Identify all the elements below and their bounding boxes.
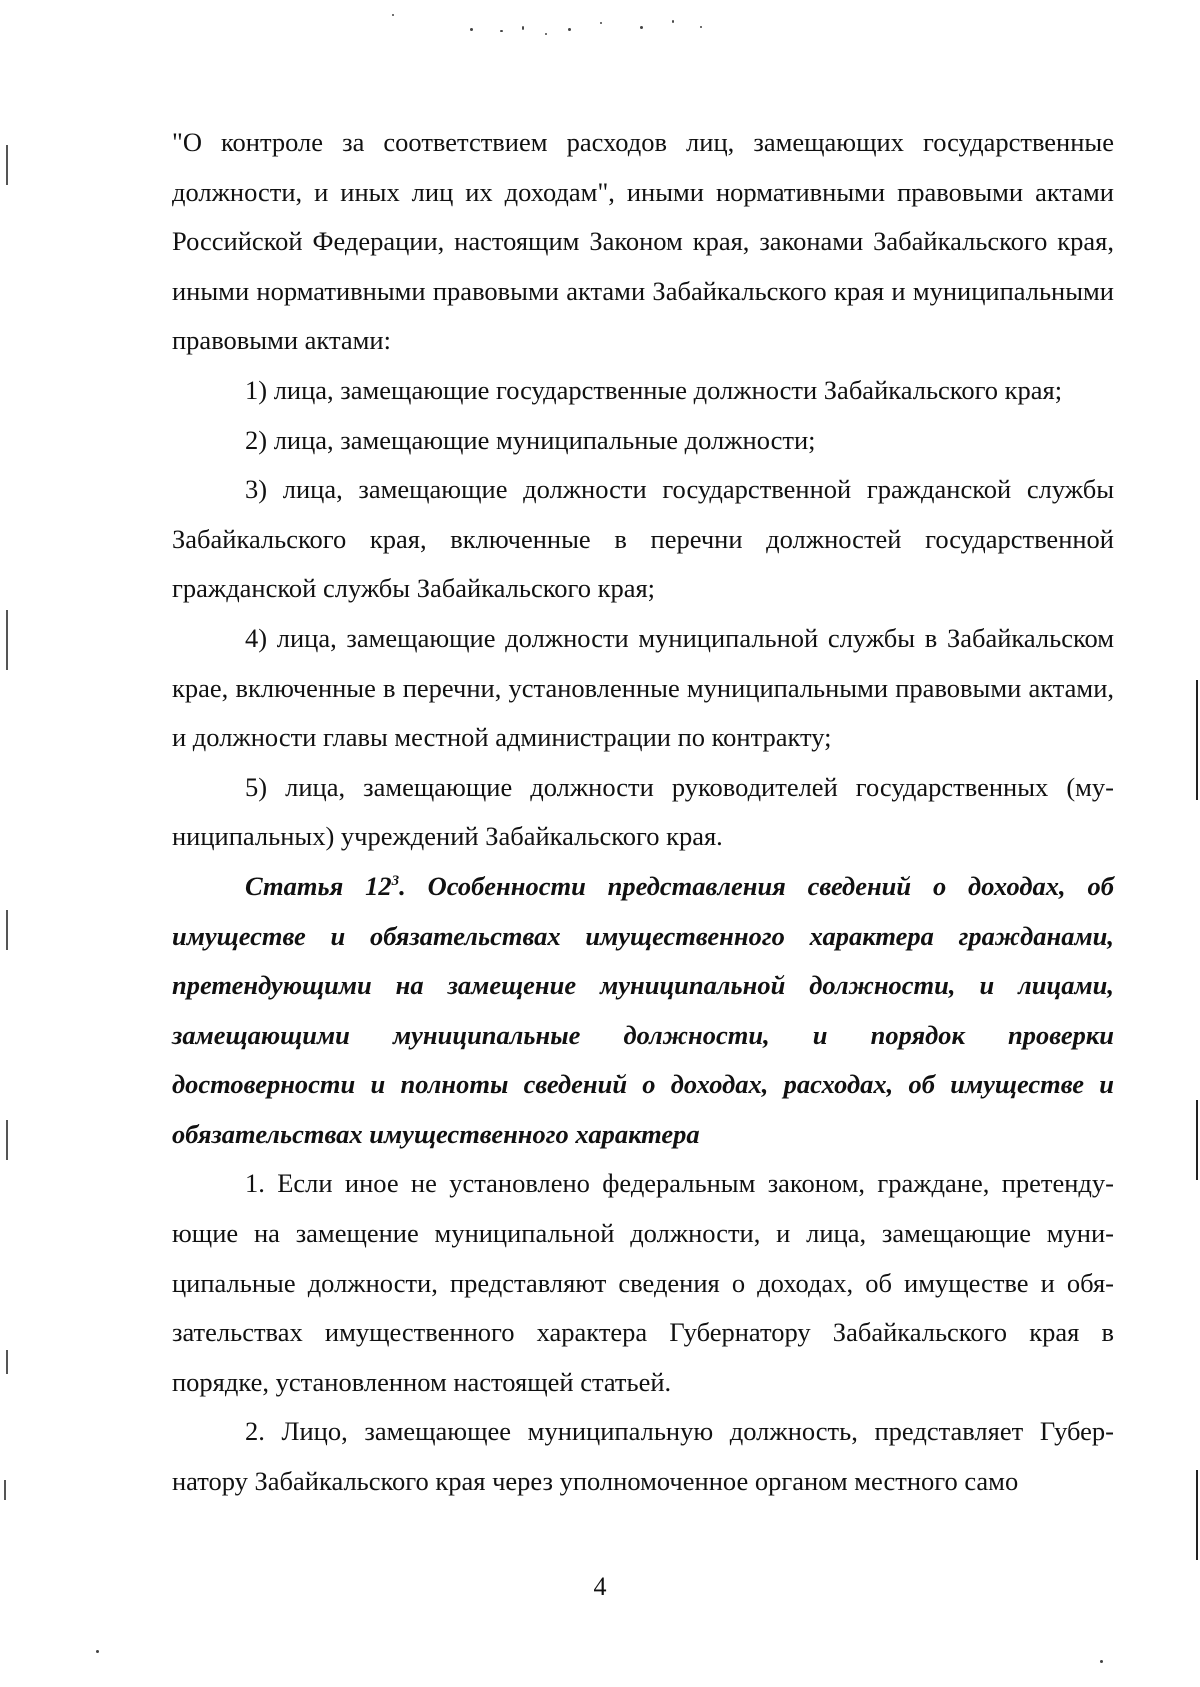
article-heading-prefix: Статья 12 (245, 870, 392, 901)
article-paragraph-1: 1. Если иное не установлено федеральным законом, граждане, претендующие на замещение муниципальной должности, и лица, замещающие муниципальные должности, представляют сведения о доходах, об имуществе и обязательствах имущественного характера Губернатору Забайкальского края в порядке, установленном настоящей статьей. (172, 1168, 1114, 1397)
paragraph-continuation: "О контроле за соответствием расходов лиц, замещающих государственные должности, и иных лиц их доходам", иными нормативными правовыми актами Российской Федерации, настоящим Законом края, законами Забайкальского края, иными нормативными правовыми актами Забайкальского края и муниципальными правовыми актами: (172, 127, 1114, 356)
document-body (172, 118, 1114, 1507)
list-item-1: 1) лица, замещающие государственные должности Забайкальского края; (245, 374, 1063, 405)
list-item-2: 2) лица, замещающие муниципальные должности; (245, 424, 816, 455)
article-heading-superscript: 3 (391, 873, 400, 890)
list-item-4: 4) лица, замещающие должности муниципальной службы в Забайкальском крае, включенные в перечни, установленные муниципальными правовыми актами, и должности главы местной администрации по контракту; (172, 622, 1114, 753)
list-item-3: 3) лица, замещающие должности государственной гражданской службы Забайкальского края, включенные в перечни должностей государственной гражданской службы Забайкальского края; (172, 474, 1114, 604)
page-number: 4 (593, 1572, 607, 1601)
article-heading (172, 862, 1114, 1160)
article-heading-title: . Особенности представления сведений о доходах, об имуществе и обязательствах имущественного характера гражданами, претендующими на замещение муниципальной должности, и лицами, замещающими муниципальные должности, и порядок проверки достоверности и полноты сведений о доходах, расходах, об имуществе и обязательствах имущественного характера (172, 870, 1114, 1149)
list-item-5: 5) лица, замещающие должности руководителей государственных (муниципальных) учреждений Забайкальского края. (172, 771, 1114, 852)
article-paragraph-2: 2. Лицо, замещающее муниципальную должность, представляет Губернатору Забайкальского края через уполномоченное органом местного само (172, 1416, 1114, 1497)
